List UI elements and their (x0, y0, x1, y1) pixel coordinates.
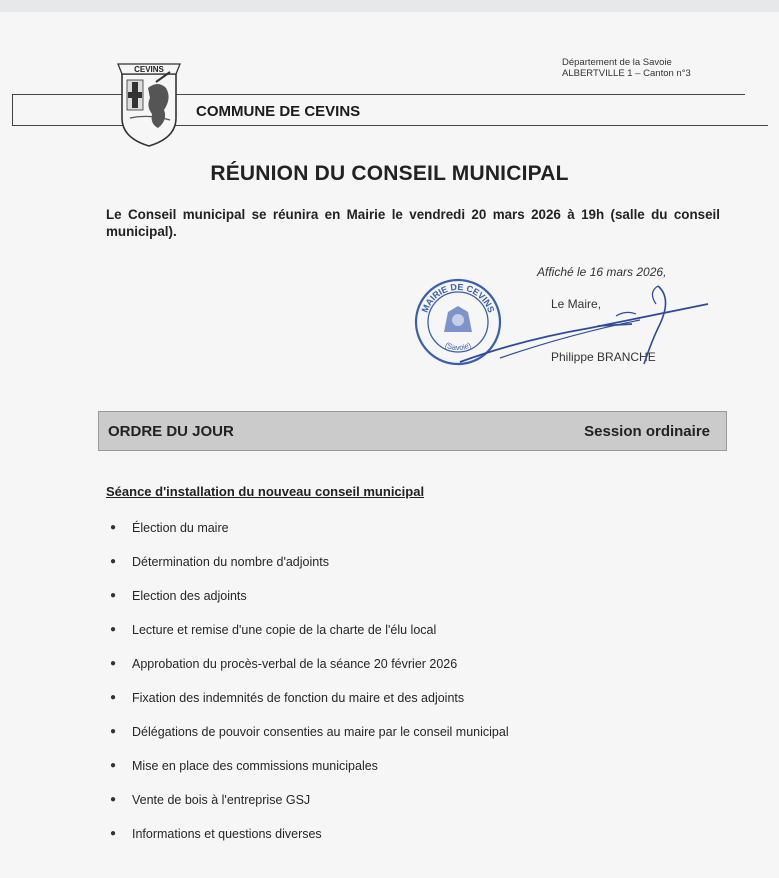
bullet-icon: ● (110, 624, 117, 635)
section-title: Séance d'installation du nouveau conseil municipal (106, 484, 425, 499)
bullet-icon: ● (110, 760, 117, 771)
bullet-icon: ● (110, 522, 117, 533)
agenda-item-text: Délégations de pouvoir consenties au maire par le conseil municipal (132, 725, 509, 739)
header-rule-left (12, 94, 13, 126)
agenda-item-text: Fixation des indemnités de fonction du maire et des adjoints (132, 691, 465, 705)
list-item (110, 656, 509, 690)
list-item (110, 690, 509, 724)
mayor-signature (430, 280, 720, 370)
commune-name: COMMUNE DE CEVINS (196, 103, 361, 120)
agenda-list (110, 520, 509, 860)
agenda-header (98, 411, 727, 451)
page-title: RÉUNION DU CONSEIL MUNICIPAL (210, 162, 569, 185)
list-item (110, 758, 509, 792)
list-item (110, 622, 509, 656)
meeting-announcement: Le Conseil municipal se réunira en Mairie le vendredi 20 mars 2026 à 19h (salle du conseil municipal). (106, 207, 720, 239)
agenda-item-text: Détermination du nombre d'adjoints (132, 555, 329, 569)
bullet-icon: ● (110, 794, 117, 805)
crest-banner-text: CEVINS (134, 65, 164, 74)
stamp-text: MAIRIE DE CEVINS (419, 281, 497, 314)
agenda-title: ORDRE DU JOUR (108, 422, 234, 440)
bullet-icon: ● (110, 556, 117, 567)
commune-crest-logo (110, 58, 188, 148)
department-info (562, 57, 691, 79)
list-item (110, 826, 509, 860)
department-line-1: Département de la Savoie (562, 57, 672, 68)
agenda-item-text: Approbation du procès-verbal de la séance 20 février 2026 (132, 657, 458, 671)
agenda-item-text: Vente de bois à l'entreprise GSJ (132, 793, 311, 807)
list-item (110, 554, 509, 588)
list-item (110, 520, 509, 554)
bullet-icon: ● (110, 590, 117, 601)
list-item (110, 792, 509, 826)
bullet-icon: ● (110, 726, 117, 737)
mayor-role: Le Maire, (551, 297, 602, 311)
department-line-2: ALBERTVILLE 1 – Canton n°3 (562, 68, 691, 79)
session-type: Session ordinaire (584, 422, 710, 440)
bullet-icon: ● (110, 692, 117, 703)
list-item (110, 588, 509, 622)
posted-date: Affiché le 16 mars 2026, (537, 265, 667, 279)
bullet-icon: ● (110, 658, 117, 669)
agenda-item-text: Élection du maire (132, 521, 229, 535)
top-strip (0, 0, 779, 12)
agenda-item-text: Mise en place des commissions municipales (132, 759, 378, 773)
mayor-name: Philippe BRANCHE (551, 350, 656, 364)
list-item (110, 724, 509, 758)
bullet-icon: ● (110, 828, 117, 839)
agenda-item-text: Lecture et remise d'une copie de la charte de l'élu local (132, 623, 437, 637)
agenda-item-text: Informations et questions diverses (132, 827, 322, 841)
stamp-subtext: (Savoie) (443, 340, 473, 353)
agenda-item-text: Election des adjoints (132, 589, 247, 603)
